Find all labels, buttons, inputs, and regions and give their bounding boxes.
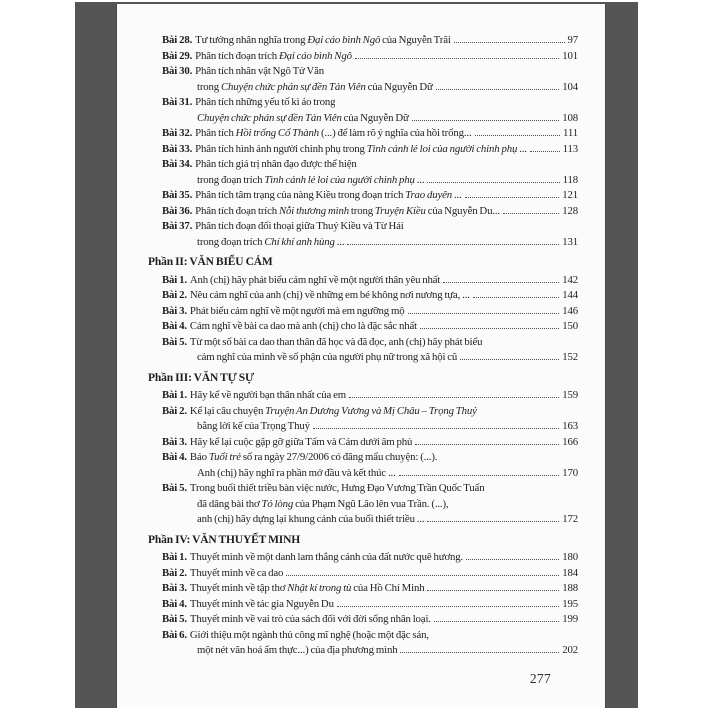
page-ref: 172 [562,513,578,525]
entry-run: Phân tích những yếu tố kì ảo trong [195,96,336,108]
entry-text [162,388,346,404]
entry-text [162,435,412,451]
entry-run: trong đoạn trích [197,173,265,186]
page-ref: 152 [562,351,578,363]
entry-text [162,335,482,351]
work-title: Chuyện chức phán sự đền Tản Viên [197,111,342,124]
toc-entry [162,304,578,320]
leader-dots [427,589,559,591]
entry-run: Phát biểu cảm nghĩ về một người mà em ngưỡng mộ [189,304,405,317]
toc-entry-continuation [197,80,578,96]
page-ref: 150 [562,320,578,332]
toc-entry [162,550,578,566]
leader-dots [400,651,559,653]
leader-dots [355,57,559,59]
toc-entry-continuation [197,497,578,513]
entry-text [197,173,424,189]
entry-run: anh (chị) hãy dựng lại khung cảnh của buổi thiết triều ... [197,513,425,525]
toc-entry [162,404,578,420]
leader-dots [443,281,559,283]
page-ref: 142 [562,273,578,286]
entry-run: Hãy kể lại cuộc gặp gỡ giữa Tấm và Cám dưới âm phủ [189,435,413,448]
page-ref: 146 [562,304,578,317]
work-title: Nỗi thương mình [278,204,349,217]
page-ref: 131 [562,235,578,248]
entry-run: Báo [189,451,209,463]
leader-dots [412,119,560,121]
page-ref: 108 [562,111,578,124]
entry-text [162,157,357,173]
entry-label: Bài 34. [162,158,193,170]
toc-entry-continuation [197,419,578,435]
entry-text [162,288,470,304]
leader-dots [399,474,560,476]
work-title: Truyện Kiều [374,204,426,217]
entry-label: Bài 2. [162,289,187,301]
entry-run: Từ một số bài ca dao than thân đã học và đã đọc, anh (chị) hãy phát biểu [189,335,483,348]
entry-label: Bài 29. [162,49,193,62]
entry-text [162,204,500,220]
entry-label: Bài 33. [162,142,193,155]
page-ref: 111 [563,127,578,139]
toc-entry [162,33,578,49]
entry-label: Bài 37. [162,220,193,232]
toc-entry [162,64,578,80]
page-ref: 180 [562,551,578,563]
toc-entry [162,188,578,204]
entry-run: Phân tích đoạn đối thoại giữa Thuý Kiều và Từ Hải [195,220,404,232]
toc-entry [162,204,578,220]
toc-entry [162,450,578,466]
entry-label: Bài 30. [162,65,193,77]
toc-entry [162,566,578,582]
entry-run: Phân tích tâm trạng của nàng Kiều trong đoạn trích [195,189,406,201]
work-title: Đại cáo bình Ngô [278,49,352,62]
entry-text [197,512,424,528]
toc-entry [162,481,578,497]
entry-text [197,111,409,127]
entry-text [162,550,463,566]
entry-text [162,612,431,628]
entry-run: Cảm nghĩ về bài ca dao mà anh (chị) cho là đặc sắc nhất [189,320,417,332]
leader-dots [436,88,560,90]
entry-run: của Nguyễn Trãi [380,34,451,46]
entry-text [197,497,448,513]
leader-dots [475,134,561,136]
page-ref: 97 [567,34,578,46]
leader-dots [408,312,560,314]
leader-dots [313,427,559,429]
page-ref: 170 [562,466,578,479]
entry-run: cảm nghĩ của mình về số phận của người phụ nữ trong xã hội cũ [197,351,458,363]
section-heading: Phần III: VĂN TỰ SỰ [148,371,254,384]
leader-dots [349,396,559,398]
entry-label: Bài 6. [162,628,187,641]
entry-text [162,304,405,320]
entry-run: Phân tích nhân vật Ngô Tử Văn [195,65,325,77]
toc-entry [162,628,578,644]
entry-label: Bài 1. [162,551,187,563]
entry-text [162,188,462,204]
entry-label: Bài 3. [162,304,187,317]
entry-text [162,33,451,49]
section-heading: Phần IV: VĂN THUYẾT MINH [148,533,301,546]
entry-run: của Hồ Chí Minh [351,582,425,594]
entry-run: của Nguyễn Dữ [341,111,409,124]
folio-number: 277 [529,670,551,686]
work-title: Tình cảnh lẻ loi của người chinh phụ [366,142,518,155]
page-ref: 128 [562,204,578,217]
toc-entry-continuation [197,235,578,251]
entry-label: Bài 4. [162,320,187,332]
entry-label: Bài 1. [162,389,187,401]
toc [148,33,578,659]
toc-entry [162,581,578,597]
entry-run: một nét văn hoá ẩm thực...) của địa phương mình [197,644,398,656]
toc-entry-continuation [197,466,578,482]
book-page [117,4,605,708]
page-ref: 113 [562,142,578,155]
entry-run: Thuyết minh về tập thơ [189,582,288,594]
entry-run: Phân tích hình ảnh người chinh phụ trong [195,142,367,155]
work-title: Tỏ lòng [261,497,294,510]
entry-label: Bài 4. [162,451,187,463]
leader-dots [415,443,559,445]
entry-text [162,273,440,289]
entry-text [197,235,344,251]
entry-label: Bài 36. [162,204,193,217]
entry-run: trong [197,80,221,93]
entry-label: Bài 31. [162,96,193,108]
work-title: Đại cáo bình Ngô [307,34,381,46]
toc-entry [162,335,578,351]
toc-entry [162,435,578,451]
entry-label: Bài 1. [162,273,187,286]
entry-label: Bài 5. [162,335,187,348]
page-ref: 101 [562,49,578,62]
entry-text [162,404,477,420]
page-ref: 202 [562,644,578,656]
entry-run: Thuyết minh về vai trò của sách đối với đời sống nhân loại. [189,613,431,625]
entry-label: Bài 2. [162,566,187,579]
leader-dots [465,196,560,198]
entry-run: đã dâng bài thơ [197,497,262,510]
entry-text [197,80,433,96]
toc-entry-continuation [197,111,578,127]
entry-run: của Nguyễn Dữ [365,80,433,93]
entry-text [162,319,417,335]
toc-entry [162,612,578,628]
work-title: Chí khí anh hùng [264,235,335,248]
entry-text [162,95,335,111]
entry-label: Bài 2. [162,404,187,417]
entry-text [162,126,472,142]
leader-dots [420,327,559,329]
entry-text [162,450,437,466]
toc-entry [162,273,578,289]
toc-entry [162,219,578,235]
entry-run: của Nguyễn Du... [425,204,500,217]
page-ref: 144 [562,289,578,301]
leader-dots [530,150,560,152]
entry-run: ... [334,235,345,248]
entry-run: Thuyết minh về một danh lam thắng cảnh của đất nước quê hương. [189,551,464,563]
entry-run: Anh (chị) hãy phát biểu cảm nghĩ về một người thân yêu nhất [189,273,441,286]
entry-run: trong [348,204,375,217]
entry-run: số ra ngày 27/9/2006 có đăng mẩu chuyện: (...). [240,451,438,463]
toc-entry [162,319,578,335]
entry-text [162,142,527,158]
entry-run: Trong buổi thiết triều bàn việc nước, Hưng Đạo Vương Trần Quốc Tuấn [189,482,485,494]
entry-text [197,466,396,482]
page-ref: 104 [562,80,578,93]
toc-entry-continuation [197,512,578,528]
entry-run: Kể lại câu chuyện [189,404,266,417]
toc-entry-continuation [197,350,578,366]
entry-label: Bài 28. [162,34,193,46]
entry-text [162,597,334,613]
entry-run: Thuyết minh về ca dao [189,566,284,579]
entry-text [162,566,283,582]
entry-text [197,350,457,366]
leader-dots [466,558,559,560]
toc-entry-continuation [197,643,578,659]
page-ref: 184 [562,566,578,579]
work-title: Nhật kí trong tù [287,582,352,594]
entry-run: Thuyết minh về tác gia Nguyễn Du [189,597,334,610]
entry-run: trong đoạn trích [197,235,265,248]
work-title: Chuyện chức phán sự đền Tản Viên [221,80,366,93]
entry-run: của Phạm Ngũ Lão lên vua Trần. (...), [293,497,449,510]
entry-text [197,643,397,659]
entry-run: Phân tích đoạn trích [195,204,279,217]
toc-entry [162,597,578,613]
entry-run: Phân tích đoạn trích [195,49,279,62]
page-ref: 118 [562,173,578,186]
toc-entry [162,388,578,404]
entry-run: Nêu cảm nghĩ của anh (chị) về những em bé không nơi nương tựa, ... [189,289,470,301]
toc-entry [162,142,578,158]
leader-dots [454,41,565,43]
entry-run: Phân tích [195,127,236,139]
table-of-contents [117,4,605,687]
leader-dots [460,358,559,360]
leader-dots [427,520,559,522]
work-title: Tình cảnh lẻ loi của người chinh phụ [264,173,415,186]
entry-run: Hãy kể về người bạn thân nhất của em [189,389,346,401]
leader-dots [347,243,559,245]
page-ref: 188 [562,582,578,594]
entry-run: (...) để làm rõ ý nghĩa của hồi trống... [319,127,472,139]
page-photo [75,2,638,708]
leader-dots [286,574,559,576]
toc-entry-continuation [197,173,578,189]
leader-dots [473,296,559,298]
entry-text [162,219,404,235]
entry-text [162,49,352,65]
work-title: Truyện An Dương Vương và Mị Châu – Trọng Thuỷ [265,404,477,417]
page-ref: 166 [562,435,578,448]
entry-run: Giới thiệu một ngành thủ công mĩ nghệ (hoặc một đặc sản, [189,628,429,641]
entry-run: ... [414,173,425,186]
entry-label: Bài 3. [162,582,187,594]
toc-entry [162,288,578,304]
entry-text [162,481,484,497]
toc-entry [162,157,578,173]
entry-label: Bài 4. [162,597,187,610]
section-heading: Phần II: VĂN BIỂU CẢM [148,256,273,268]
page-ref: 195 [562,597,578,610]
entry-run: ... [517,142,527,155]
work-title: Trao duyên [405,189,452,201]
leader-dots [427,181,559,183]
entry-label: Bài 3. [162,435,187,448]
entry-text [197,419,310,435]
work-title: Tuổi trẻ [208,451,241,463]
page-ref: 121 [562,189,578,201]
entry-label: Bài 32. [162,127,193,139]
entry-run: ... [451,189,462,201]
page-ref: 163 [562,420,578,432]
toc-entry [162,49,578,65]
leader-dots [337,605,559,607]
toc-entry [162,126,578,142]
entry-label: Bài 35. [162,189,193,201]
entry-run: Anh (chị) hãy nghĩ ra phần mở đầu và kết thúc ... [197,466,396,479]
entry-label: Bài 5. [162,482,187,494]
work-title: Hồi trống Cổ Thành [235,127,320,139]
entry-run: Tư tưởng nhân nghĩa trong [195,34,308,46]
page-ref: 199 [562,613,578,625]
entry-label: Bài 5. [162,613,187,625]
entry-text [162,581,424,597]
leader-dots [434,620,559,622]
entry-text [162,628,429,644]
entry-run: bằng lời kể của Trọng Thuỷ [197,420,310,432]
entry-run: Phân tích giá trị nhân đạo được thể hiện [195,158,357,170]
toc-entry [162,95,578,111]
entry-text [162,64,324,80]
page-ref: 159 [562,389,578,401]
leader-dots [503,212,559,214]
